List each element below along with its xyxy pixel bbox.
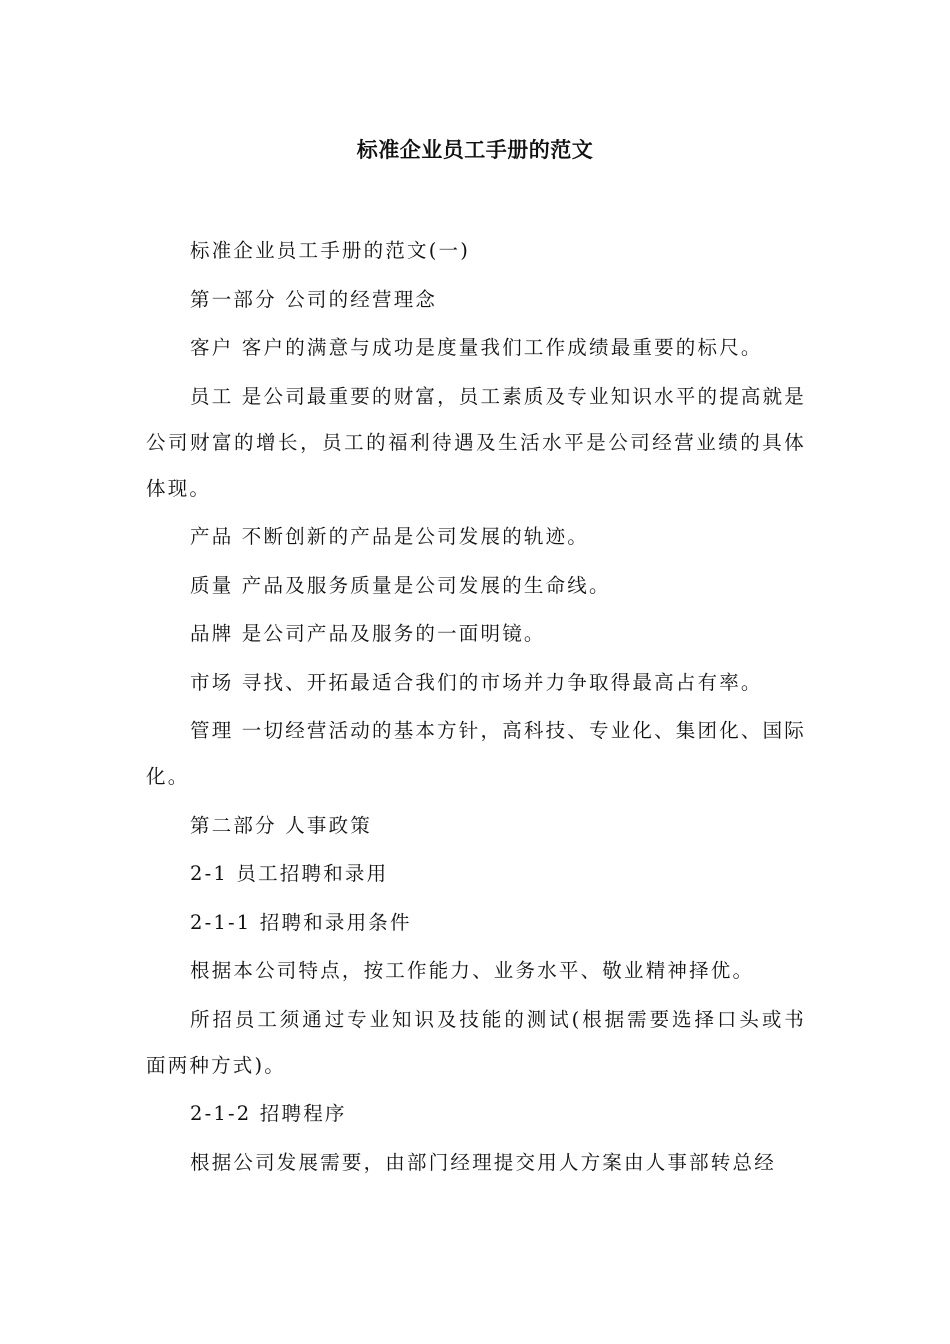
- paragraph-quality: 质量 产品及服务质量是公司发展的生命线。: [190, 573, 611, 597]
- paragraph-section-2-1: 2-1 员工招聘和录用: [190, 862, 389, 885]
- paragraph-section-2-1-2: 2-1-2 招聘程序: [190, 1102, 347, 1125]
- document-title: 标准企业员工手册的范文: [356, 138, 594, 162]
- paragraph-part-two-heading: 第二部分 人事政策: [190, 813, 372, 837]
- paragraph-section-2-1-1: 2-1-1 招聘和录用条件: [190, 910, 412, 934]
- paragraph-product: 产品 不断创新的产品是公司发展的轨迹。: [190, 525, 589, 548]
- document-body: [146, 228, 806, 1188]
- paragraph-management: 管理 一切经营活动的基本方针，高科技、专业化、集团化、国际化。: [146, 719, 806, 788]
- paragraph-brand: 品牌 是公司产品及服务的一面明镜。: [190, 622, 546, 645]
- paragraph-employee: 员工 是公司最重要的财富，员工素质及专业知识水平的提高就是公司财富的增长，员工的福利待遇及生活水平是公司经营业绩的具体体现。: [146, 384, 806, 500]
- paragraph-recruitment-procedure: 根据公司发展需要，由部门经理提交用人方案由人事部转总经: [190, 1150, 776, 1174]
- paragraph-market: 市场 寻找、开拓最适合我们的市场并力争取得最高占有率。: [190, 670, 763, 694]
- paragraph-selection-criteria: 根据本公司特点，按工作能力、业务水平、敬业精神择优。: [190, 959, 755, 982]
- paragraph-subtitle: 标准企业员工手册的范文(一): [190, 239, 471, 262]
- paragraph-part-one-heading: 第一部分 公司的经营理念: [190, 287, 438, 311]
- paragraph-customer: 客户 客户的满意与成功是度量我们工作成绩最重要的标尺。: [190, 336, 763, 359]
- paragraph-testing: 所招员工须通过专业知识及技能的测试(根据需要选择口头或书面两种方式)。: [146, 1007, 806, 1077]
